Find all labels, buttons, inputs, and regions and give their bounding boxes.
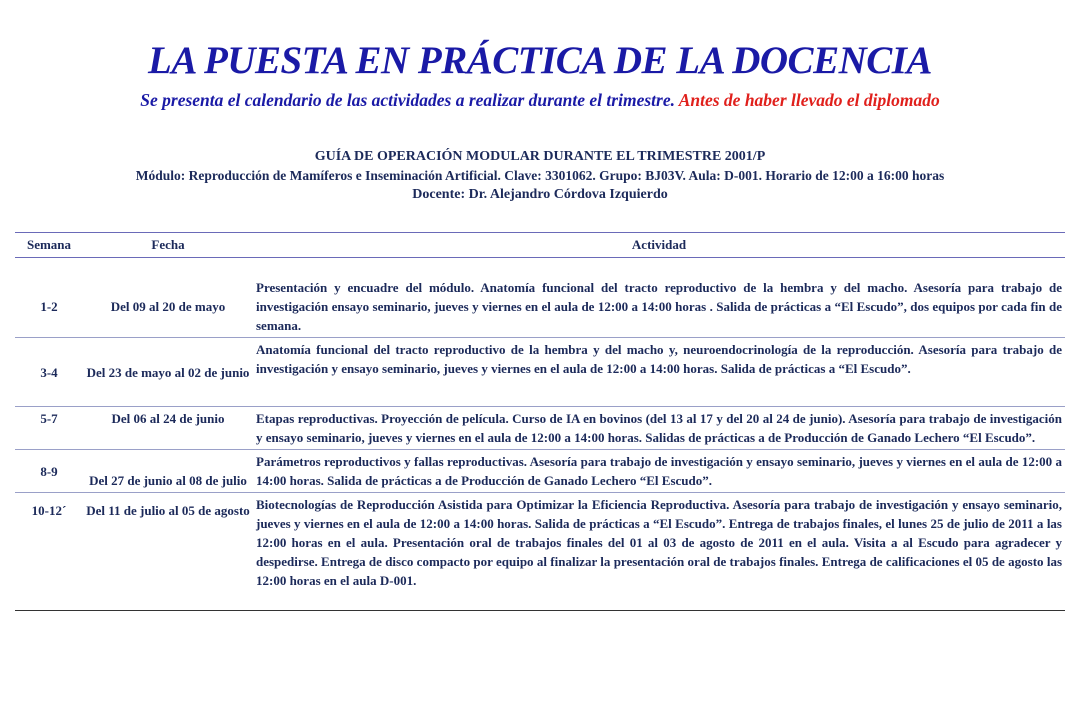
page-title: LA PUESTA EN PRÁCTICA DE LA DOCENCIA — [148, 39, 932, 82]
cell-fecha: Del 06 al 24 de junio — [83, 407, 253, 450]
cell-semana: 5-7 — [15, 407, 83, 450]
schedule-table — [15, 232, 1065, 611]
cell-actividad: Presentación y encuadre del módulo. Anatomía funcional del tracto reproductivo de la hembra y del macho. Asesoría para trabajo de investigación ensayo seminario, jueves y viernes en el aula de 12:00 a 14:00 horas . Salida de prácticas a “El Escudo”, dos equipos por cada fin de semana. — [253, 276, 1065, 338]
guide-module-info: Módulo: Reproducción de Mamíferos e Inseminación Artificial. Clave: 3301062. Grupo: BJ03V. Aula: D-001. Horario de 12:00 a 16:00 horas — [135, 168, 945, 183]
cell-semana: 10-12´ — [15, 493, 83, 611]
cell-fecha: Del 27 de junio al 08 de julio — [83, 450, 253, 493]
cell-actividad: Anatomía funcional del tracto reproductivo de la hembra y del macho y, neuroendocrinología de la reproducción. Asesoría para trabajo de investigación y ensayo seminario, jueves y viernes en el aula de 12:00 a 14:00 horas. Salida de prácticas a “El Escudo”. — [253, 338, 1065, 407]
cell-fecha: Del 23 de mayo al 02 de junio — [83, 338, 253, 407]
cell-actividad: Parámetros reproductivos y fallas reproductivas. Asesoría para trabajo de investigación y ensayo seminario, jueves y viernes en el aula de 12:00 a 14:00 horas. Salida de prácticas a de Producción de Ganado Lechero “El Escudo”. — [253, 450, 1065, 493]
column-header-actividad: Actividad — [253, 233, 1065, 258]
table-header-row — [15, 233, 1065, 258]
cell-semana: 8-9 — [15, 450, 83, 493]
page-subtitle — [0, 90, 1080, 111]
guide-heading — [0, 147, 1080, 204]
table-row — [15, 276, 1065, 338]
cell-fecha: Del 09 al 20 de mayo — [83, 276, 253, 338]
table-row — [15, 450, 1065, 493]
subtitle-blue-text: Se presenta el calendario de las actividades a realizar durante el trimestre. — [140, 90, 675, 110]
table-row — [15, 338, 1065, 407]
guide-title: GUÍA DE OPERACIÓN MODULAR DURANTE EL TRIMESTRE 2001/P — [314, 149, 766, 164]
guide-teacher: Docente: Dr. Alejandro Córdova Izquierdo — [412, 187, 668, 202]
cell-actividad: Etapas reproductivas. Proyección de película. Curso de IA en bovinos (del 13 al 17 y del 20 al 24 de junio). Asesoría para trabajo de investigación y ensayo seminario, jueves y viernes en el aula de 12:00 a 14:00 horas. Salidas de prácticas a de Producción de Ganado Lechero “El Escudo”. — [253, 407, 1065, 450]
subtitle-red-text: Antes de haber llevado el diplomado — [678, 90, 940, 110]
table-spacer-row — [15, 258, 1065, 277]
cell-fecha: Del 11 de julio al 05 de agosto — [83, 493, 253, 611]
table-row — [15, 493, 1065, 611]
cell-semana: 1-2 — [15, 276, 83, 338]
table-row — [15, 407, 1065, 450]
column-header-semana: Semana — [15, 233, 83, 258]
column-header-fecha: Fecha — [83, 233, 253, 258]
cell-actividad: Biotecnologías de Reproducción Asistida para Optimizar la Eficiencia Reproductiva. Asesoría para trabajo de investigación y ensayo seminario, jueves y viernes en el aula de 12:00 a 14:00 horas. Salida de prácticas a “El Escudo”. Entrega de trabajos finales, el lunes 25 de julio de 2011 a las 12:00 horas en el aula. Presentación oral de trabajos finales del 01 al 03 de agosto de 2011 en el aula. Visita a al Escudo para agradecer y despedirse. Entrega de disco compacto por equipo al finalizar la presentación oral de trabajos finales. Entrega de calificaciones el 05 de agosto las 12:00 horas en el aula D-001. — [253, 493, 1065, 611]
cell-semana: 3-4 — [15, 338, 83, 407]
